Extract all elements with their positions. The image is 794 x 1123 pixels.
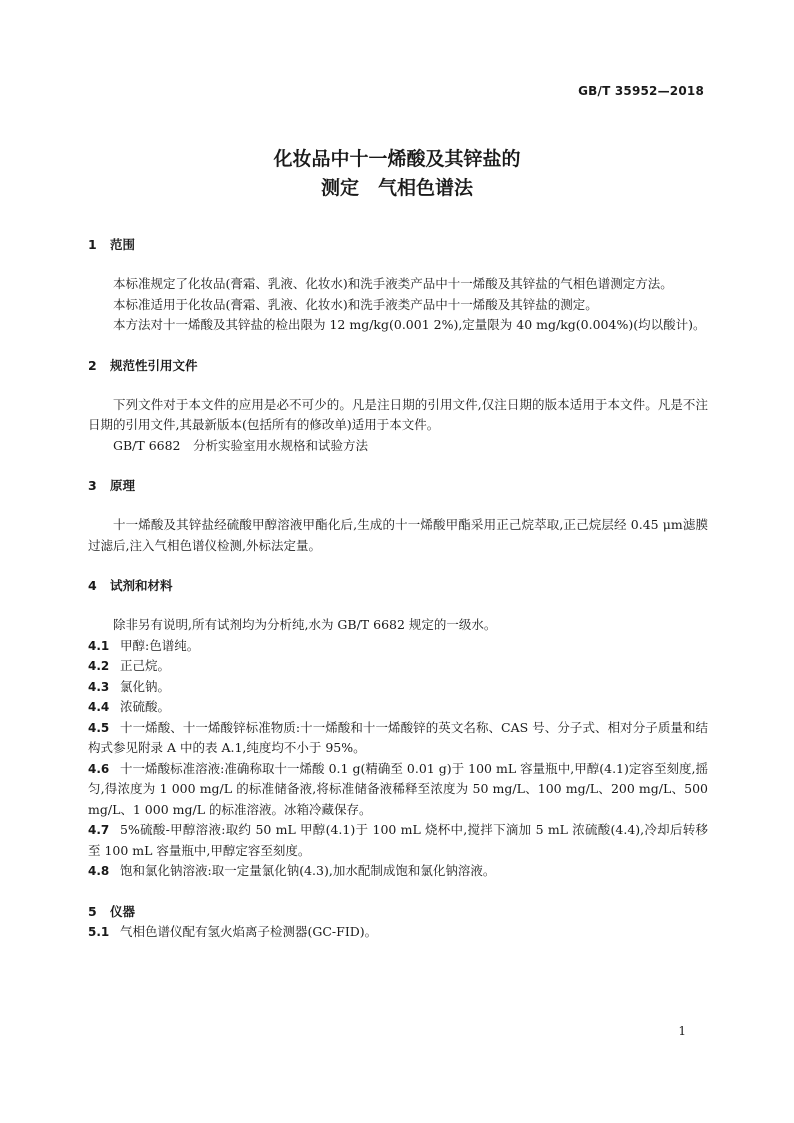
paragraph: 本标准适用于化妆品(膏霜、乳液、化妆水)和洗手液类产品中十一烯酸及其锌盐的测定。: [113, 296, 598, 312]
list-item: [88, 759, 708, 821]
item-number: 4.2: [88, 659, 110, 673]
item-text: 浓硫酸。: [120, 699, 171, 714]
item-number: 4.5: [88, 720, 110, 735]
item-text: 氯化钠。: [120, 678, 171, 694]
title-line-2: 测定 气相色谱法: [320, 177, 473, 199]
list-item: [88, 922, 708, 943]
paragraph: 十一烯酸及其锌盐经硫酸甲醇溶液甲酯化后,生成的十一烯酸甲酯采用正己烷萃取,正己烷层经 0.45 μm滤膜过滤后,注入气相色谱仪检测,外标法定量。: [88, 517, 708, 553]
section-title: 仪器: [110, 903, 136, 919]
reference-entry: GB/T 6682 分析实验室用水规格和试验方法: [113, 437, 369, 453]
item-number: 4.6: [88, 761, 110, 776]
section-title: 试剂和材料: [110, 578, 173, 593]
section-heading-normative-references: [88, 356, 708, 376]
list-item: [88, 861, 708, 882]
paragraph: 本标准规定了化妆品(膏霜、乳液、化妆水)和洗手液类产品中十一烯酸及其锌盐的气相色谱测定方法。: [113, 276, 673, 291]
item-number: 4.3: [88, 679, 110, 694]
section-number: 5: [88, 903, 97, 919]
section-heading-reagents: [88, 576, 708, 596]
document-title: [0, 145, 794, 203]
standard-number: GB/T 35952—2018: [578, 84, 704, 98]
section-number: 1: [88, 237, 97, 252]
section-heading-apparatus: [88, 902, 708, 922]
item-text: 正己烷。: [120, 658, 171, 673]
item-number: 4.4: [88, 700, 110, 714]
section-title: 范围: [110, 237, 136, 252]
item-text: 气相色谱仪配有氢火焰离子检测器(GC-FID)。: [120, 923, 378, 939]
list-item: [88, 656, 708, 677]
paragraph: 除非另有说明,所有试剂均为分析纯,水为 GB/T 6682 规定的一级水。: [113, 617, 497, 632]
item-number: 4.7: [88, 823, 110, 837]
item-text: 甲醇:色谱纯。: [120, 637, 200, 653]
section-number: 4: [88, 578, 97, 593]
paragraph: 本方法对十一烯酸及其锌盐的检出限为 12 mg/kg(0.001 2%),定量限为 40 mg/kg(0.004%)(均以酸计)。: [113, 317, 706, 332]
item-number: 4.8: [88, 864, 110, 878]
item-text: 十一烯酸、十一烯酸锌标准物质:十一烯酸和十一烯酸锌的英文名称、CAS 号、分子式、相对分子质量和结构式参见附录 A 中的表 A.1,纯度均不小于 95%。: [88, 719, 708, 755]
list-item: [88, 718, 708, 759]
list-item: [88, 636, 708, 657]
item-number: 5.1: [88, 924, 110, 939]
item-text: 饱和氯化钠溶液:取一定量氯化钠(4.3),加水配制成饱和氯化钠溶液。: [120, 863, 496, 878]
section-heading-scope: [88, 235, 708, 255]
title-line-1: 化妆品中十一烯酸及其锌盐的: [273, 148, 521, 170]
section-number: 3: [88, 478, 97, 493]
paragraph: 下列文件对于本文件的应用是必不可少的。凡是注日期的引用文件,仅注日期的版本适用于本文件。凡是不注日期的引用文件,其最新版本(包括所有的修改单)适用于本文件。: [88, 396, 708, 432]
list-item: [88, 820, 708, 861]
item-text: 5%硫酸-甲醇溶液:取约 50 mL 甲醇(4.1)于 100 mL 烧杯中,搅拌下滴加 5 mL 浓硫酸(4.4),冷却后转移至 100 mL 容量瓶中,甲醇定容至刻度。: [88, 822, 708, 858]
section-number: 2: [88, 357, 97, 373]
item-text: 十一烯酸标准溶液:准确称取十一烯酸 0.1 g(精确至 0.01 g)于 100 mL 容量瓶中,甲醇(4.1)定容至刻度,摇匀,得浓度为 1 000 mg/L 的标准储备液,将标准储备液稀释至浓度为 50 mg/L、100 mg/L、200 mg/L、500 mg/L、1 000 mg/L 的标准溶液。冰箱冷藏保存。: [88, 760, 708, 817]
section-title: 原理: [110, 478, 136, 493]
page-number: 1: [678, 1024, 686, 1038]
section-heading-principle: [88, 476, 708, 496]
list-item: [88, 677, 708, 698]
document-body: [88, 235, 708, 942]
section-title: 规范性引用文件: [110, 357, 198, 373]
item-number: 4.1: [88, 638, 110, 653]
list-item: [88, 697, 708, 718]
